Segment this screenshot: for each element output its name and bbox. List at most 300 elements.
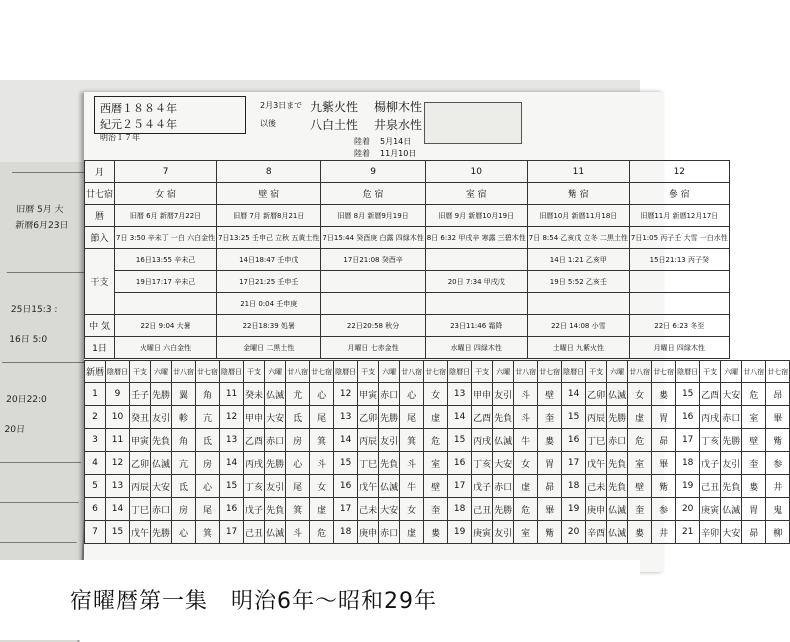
day-cell: 房 xyxy=(172,498,196,521)
day-cell: 14 xyxy=(220,452,244,475)
day-cell: 乙酉 xyxy=(472,406,493,429)
day-cell: 17 xyxy=(676,429,700,452)
month-date-cell: 旧暦 9月 新暦10月19日 xyxy=(425,205,527,227)
day-cell: 赤口 xyxy=(721,406,742,429)
back-page-text: 16日 5:0 xyxy=(8,335,48,345)
day-cell: 井 xyxy=(652,521,676,544)
day-cell: 心 xyxy=(400,383,424,406)
column-header-cell: 干支 xyxy=(244,361,265,383)
column-header-cell: 六曜 xyxy=(151,361,172,383)
weekday-cell: 月曜日 四緑木性 xyxy=(629,337,729,359)
day-cell: 14 xyxy=(448,406,472,429)
event-cell xyxy=(629,293,729,315)
event-cell: 17日21:25 壬申壬 xyxy=(217,271,321,293)
day-cell: 18 xyxy=(562,475,586,498)
table-row xyxy=(85,383,790,406)
day-cell: 箕 xyxy=(400,429,424,452)
caption-title: 宿曜暦第一集 明治6年～昭和29年 xyxy=(70,589,437,614)
day-cell: 壬子 xyxy=(130,383,151,406)
day-cell: 2 xyxy=(85,406,106,429)
day-cell: 16 xyxy=(562,429,586,452)
day-cell: 胃 xyxy=(742,498,766,521)
day-cell: 壁 xyxy=(538,383,562,406)
column-header-cell: 廿八宿 xyxy=(628,361,652,383)
day-cell: 甲申 xyxy=(244,406,265,429)
day-cell: 辛卯 xyxy=(700,521,721,544)
day-cell: 斗 xyxy=(400,452,424,475)
day-cell: 赤口 xyxy=(379,383,400,406)
until-star: 九紫火性 xyxy=(310,100,359,114)
day-cell: 斗 xyxy=(286,521,310,544)
day-cell: 乙酉 xyxy=(244,429,265,452)
column-header-cell: 陰暦日 xyxy=(562,361,586,383)
autumn-date: 11月10日 xyxy=(380,149,417,158)
day-cell: 箕 xyxy=(286,498,310,521)
day-cell: 戊午 xyxy=(586,452,607,475)
day-cell: 奎 xyxy=(424,498,448,521)
day-cell: 友引 xyxy=(493,383,514,406)
setsu-cell: 8日 6:32 甲戌辛 寒露 三碧木性 xyxy=(425,227,527,249)
month-header-table xyxy=(84,160,730,359)
day-cell: 壁 xyxy=(628,475,652,498)
day-cell: 婁 xyxy=(424,521,448,544)
day-cell: 参 xyxy=(652,498,676,521)
day-cell: 丁亥 xyxy=(700,429,721,452)
day-cell: 觜 xyxy=(652,475,676,498)
month-date-cell: 旧暦11月 新暦12月17日 xyxy=(629,205,729,227)
day-cell: 翼 xyxy=(172,383,196,406)
day-cell: 甲申 xyxy=(472,383,493,406)
day-cell: 15 xyxy=(334,452,358,475)
day-cell: 房 xyxy=(286,429,310,452)
table-row xyxy=(85,498,790,521)
day-cell: 辛酉 xyxy=(586,521,607,544)
day-cell: 先勝 xyxy=(721,429,742,452)
day-cell: 16 xyxy=(448,452,472,475)
day-cell: 大安 xyxy=(493,452,514,475)
setsu-cell: 7日13:25 壬申己 立秋 五黄土性 xyxy=(217,227,321,249)
day-cell: 虚 xyxy=(628,406,652,429)
day-cell: 友引 xyxy=(493,521,514,544)
day-cell: 虚 xyxy=(514,475,538,498)
day-cell: 友引 xyxy=(151,406,172,429)
day-cell: 仏滅 xyxy=(721,498,742,521)
setsu-cell: 7日 8:54 乙亥戊 立冬 二黒土性 xyxy=(527,227,629,249)
doyo-label-cell: 干支 xyxy=(85,249,115,315)
day-cell: 軫 xyxy=(172,406,196,429)
day-cell: 丁亥 xyxy=(472,452,493,475)
event-cell xyxy=(425,249,527,271)
day-header-cell: 新暦 xyxy=(85,361,106,383)
month-cell: 11 xyxy=(527,161,629,183)
month-kanji-cell: 室 宿 xyxy=(425,183,527,205)
day-cell: 12 xyxy=(334,383,358,406)
table-row xyxy=(85,521,790,544)
day-cell: 虚 xyxy=(424,406,448,429)
after-constellation: 井泉水性 xyxy=(374,118,423,132)
day-cell: 6 xyxy=(85,498,106,521)
weekday-cell: 火曜日 六白金性 xyxy=(115,337,217,359)
day-cell: 乙卯 xyxy=(130,452,151,475)
kigen-year: 紀元２５４４年 xyxy=(100,118,177,131)
day-cell: 先勝 xyxy=(265,452,286,475)
event-cell: 14日 1:21 乙亥甲 xyxy=(527,249,629,271)
day-cell: 胃 xyxy=(652,406,676,429)
spring-date: 5月14日 xyxy=(380,137,412,146)
day-cell: 7 xyxy=(85,521,106,544)
month-cell: 8 xyxy=(217,161,321,183)
column-header-cell: 廿八宿 xyxy=(172,361,196,383)
table-row xyxy=(85,429,790,452)
event-cell: 15日21:13 丙子癸 xyxy=(629,249,729,271)
day-cell: 牛 xyxy=(514,429,538,452)
day-cell: 19 xyxy=(562,498,586,521)
day-cell: 女 xyxy=(628,383,652,406)
era-year: 明治１７年 xyxy=(100,133,140,142)
day-cell: 13 xyxy=(106,475,130,498)
column-header-cell: 陰暦日 xyxy=(106,361,130,383)
day-cell: 19 xyxy=(676,475,700,498)
day-cell: 17 xyxy=(220,521,244,544)
day-cell: 危 xyxy=(628,429,652,452)
chuki-label-cell: 中 気 xyxy=(85,315,115,337)
chuki-cell: 22日20:58 秋分 xyxy=(321,315,425,337)
event-cell xyxy=(321,271,425,293)
day-cell: 丙戌 xyxy=(700,406,721,429)
chuki-cell: 22日 6:23 冬至 xyxy=(629,315,729,337)
day-cell: 赤口 xyxy=(151,498,172,521)
column-header-cell: 陰暦日 xyxy=(334,361,358,383)
day-cell: 危 xyxy=(310,521,334,544)
day-cell: 16 xyxy=(220,498,244,521)
day-cell: 10 xyxy=(106,406,130,429)
weekday-cell: 月曜日 七赤金性 xyxy=(321,337,425,359)
column-header-cell: 廿八宿 xyxy=(514,361,538,383)
event-cell: 19日 5:52 乙亥壬 xyxy=(527,271,629,293)
month-cell: 12 xyxy=(629,161,729,183)
month-kanji-cell: 觜 宿 xyxy=(527,183,629,205)
column-header-cell: 干支 xyxy=(700,361,721,383)
day-cell: 仏滅 xyxy=(265,521,286,544)
column-header-cell: 廿七宿 xyxy=(766,361,790,383)
day-cell: 昴 xyxy=(742,521,766,544)
event-cell xyxy=(425,293,527,315)
setsu-cell: 7日1:05 丙子壬 大雪 一白水性 xyxy=(629,227,729,249)
table-row xyxy=(85,475,790,498)
day-cell: 丁巳 xyxy=(586,429,607,452)
day-cell: 乙卯 xyxy=(358,406,379,429)
day-cell: 婁 xyxy=(652,383,676,406)
column-header-cell: 六曜 xyxy=(721,361,742,383)
autumn-label: 陸着 xyxy=(354,149,370,158)
calendar-page xyxy=(84,92,789,572)
day-cell: 心 xyxy=(310,383,334,406)
column-header-cell: 廿八宿 xyxy=(742,361,766,383)
day-cell: 先負 xyxy=(607,452,628,475)
day-cell: 12 xyxy=(220,406,244,429)
day-cell: 丙戌 xyxy=(472,429,493,452)
day-cell: 11 xyxy=(106,429,130,452)
day-cell: 仏滅 xyxy=(493,429,514,452)
weekday-cell: 金曜日 二黒土性 xyxy=(217,337,321,359)
chuki-cell: 22日18:39 処暑 xyxy=(217,315,321,337)
day-cell: 亢 xyxy=(196,406,220,429)
day-cell: 14 xyxy=(106,498,130,521)
weekday-cell: 水曜日 四緑木性 xyxy=(425,337,527,359)
month-kanji-cell: 女 宿 xyxy=(115,183,217,205)
day-cell: 先勝 xyxy=(151,383,172,406)
day-cell: 16 xyxy=(334,475,358,498)
column-header-cell: 六曜 xyxy=(379,361,400,383)
month-cell: 9 xyxy=(321,161,425,183)
day-cell: 戊子 xyxy=(244,498,265,521)
lodging-label-cell: 廿七宿 xyxy=(85,183,115,205)
event-cell xyxy=(629,271,729,293)
day-cell: 17 xyxy=(334,498,358,521)
day-cell: 5 xyxy=(85,475,106,498)
day-cell: 16 xyxy=(676,406,700,429)
day-cell: 己未 xyxy=(586,475,607,498)
day-cell: 丁巳 xyxy=(130,498,151,521)
month-date-cell: 旧暦 7月 新暦8月21日 xyxy=(217,205,321,227)
day-cell: 12 xyxy=(106,452,130,475)
column-header-cell: 干支 xyxy=(130,361,151,383)
day-cell: 鬼 xyxy=(766,498,790,521)
daily-table xyxy=(84,360,790,544)
day-cell: 己未 xyxy=(358,498,379,521)
day-cell: 甲寅 xyxy=(130,429,151,452)
day-cell: 乙酉 xyxy=(700,383,721,406)
day-cell: 己丑 xyxy=(244,521,265,544)
day-cell: 友引 xyxy=(721,452,742,475)
day-cell: 胃 xyxy=(538,452,562,475)
day-cell: 大安 xyxy=(265,406,286,429)
table-row xyxy=(85,452,790,475)
after-label: 以後 xyxy=(260,119,276,128)
day-cell: 先勝 xyxy=(493,498,514,521)
event-cell: 17日21:08 癸酉辛 xyxy=(321,249,425,271)
event-cell xyxy=(321,293,425,315)
day-cell: 危 xyxy=(514,498,538,521)
day-cell: 17 xyxy=(562,452,586,475)
day-cell: 9 xyxy=(106,383,130,406)
day-cell: 女 xyxy=(514,452,538,475)
day-cell: 丙辰 xyxy=(358,429,379,452)
day-cell: 先勝 xyxy=(607,406,628,429)
day-cell: 15 xyxy=(448,429,472,452)
day-cell: 心 xyxy=(196,475,220,498)
weekday-label-cell: 1日 xyxy=(85,337,115,359)
day-cell: 20 xyxy=(562,521,586,544)
day-cell: 仏滅 xyxy=(151,452,172,475)
column-header-cell: 廿八宿 xyxy=(286,361,310,383)
month-kanji-cell: 參 宿 xyxy=(629,183,729,205)
day-cell: 友引 xyxy=(379,429,400,452)
day-cell: 15 xyxy=(562,406,586,429)
day-cell: 斗 xyxy=(514,406,538,429)
column-header-cell: 陰暦日 xyxy=(676,361,700,383)
day-cell: 觜 xyxy=(538,521,562,544)
month-date-cell: 旧暦 8月 新暦9月19日 xyxy=(321,205,425,227)
day-cell: 柳 xyxy=(766,521,790,544)
day-cell: 庚寅 xyxy=(472,521,493,544)
month-kanji-cell: 壁 宿 xyxy=(217,183,321,205)
column-header-cell: 廿七宿 xyxy=(196,361,220,383)
day-cell: 仏滅 xyxy=(607,521,628,544)
back-page-text: 旧暦 5月 大 xyxy=(15,205,64,215)
day-cell: 14 xyxy=(334,429,358,452)
day-cell: 婁 xyxy=(742,475,766,498)
day-cell: 先勝 xyxy=(379,406,400,429)
day-cell: 21 xyxy=(676,521,700,544)
day-cell: 斗 xyxy=(310,452,334,475)
day-cell: 戊午 xyxy=(358,475,379,498)
weekday-cell: 土曜日 九紫火性 xyxy=(527,337,629,359)
day-cell: 昂 xyxy=(766,383,790,406)
back-page-text: 新暦6月23日 xyxy=(14,221,69,231)
day-cell: 庚申 xyxy=(358,521,379,544)
day-cell: 虚 xyxy=(400,521,424,544)
day-cell: 虚 xyxy=(310,498,334,521)
day-cell: 畢 xyxy=(766,406,790,429)
day-cell: 婁 xyxy=(628,521,652,544)
column-header-cell: 廿七宿 xyxy=(652,361,676,383)
event-cell: 16日13:55 辛未己 xyxy=(115,249,217,271)
day-cell: 先負 xyxy=(721,475,742,498)
month-cell: 10 xyxy=(425,161,527,183)
day-cell: 乙卯 xyxy=(586,383,607,406)
day-cell: 癸未 xyxy=(244,383,265,406)
chuki-cell: 23日11:46 霜降 xyxy=(425,315,527,337)
day-cell: 氐 xyxy=(286,406,310,429)
month-cell: 7 xyxy=(115,161,217,183)
event-cell: 14日18:47 壬申戊 xyxy=(217,249,321,271)
day-cell: 戊午 xyxy=(130,521,151,544)
day-cell: 房 xyxy=(196,452,220,475)
day-cell: 壁 xyxy=(742,429,766,452)
day-cell: 婁 xyxy=(538,429,562,452)
chuki-cell: 22日 14:08 小雪 xyxy=(527,315,629,337)
after-star: 八白土性 xyxy=(310,118,359,132)
day-cell: 庚寅 xyxy=(700,498,721,521)
day-cell: 先負 xyxy=(151,429,172,452)
column-header-cell: 陰暦日 xyxy=(220,361,244,383)
day-cell: 危 xyxy=(424,429,448,452)
month-date-cell: 旧暦 6月 新暦7月22日 xyxy=(115,205,217,227)
day-cell: 尾 xyxy=(310,406,334,429)
day-cell: 庚申 xyxy=(586,498,607,521)
day-cell: 仏滅 xyxy=(265,383,286,406)
day-cell: 19 xyxy=(448,521,472,544)
day-cell: 先負 xyxy=(265,498,286,521)
day-cell: 仏滅 xyxy=(379,475,400,498)
day-cell: 友引 xyxy=(265,475,286,498)
day-cell: 赤口 xyxy=(379,521,400,544)
column-header-cell: 干支 xyxy=(358,361,379,383)
day-cell: 畢 xyxy=(538,498,562,521)
day-cell: 11 xyxy=(220,383,244,406)
day-cell: 壁 xyxy=(424,475,448,498)
column-header-cell: 六曜 xyxy=(265,361,286,383)
day-cell: 13 xyxy=(448,383,472,406)
day-cell: 13 xyxy=(334,406,358,429)
day-cell: 丙戌 xyxy=(244,452,265,475)
day-cell: 甲寅 xyxy=(358,383,379,406)
day-cell: 先負 xyxy=(607,475,628,498)
day-cell: 先負 xyxy=(493,406,514,429)
day-cell: 牛 xyxy=(400,475,424,498)
day-cell: 丁巳 xyxy=(358,452,379,475)
day-cell: 觜 xyxy=(766,429,790,452)
day-cell: 室 xyxy=(742,406,766,429)
column-header-cell: 廿七宿 xyxy=(424,361,448,383)
event-cell: 19日17:17 辛未己 xyxy=(115,271,217,293)
back-page-text: 20日 xyxy=(4,425,26,435)
day-cell: 己丑 xyxy=(472,498,493,521)
until-label: 2月3日まで xyxy=(260,101,303,110)
day-cell: 尤 xyxy=(286,383,310,406)
day-cell: 昴 xyxy=(538,475,562,498)
day-cell: 18 xyxy=(676,452,700,475)
day-cell: 氐 xyxy=(196,429,220,452)
day-cell: 先勝 xyxy=(151,521,172,544)
day-cell: 18 xyxy=(334,521,358,544)
day-cell: 女 xyxy=(310,475,334,498)
day-cell: 亢 xyxy=(172,452,196,475)
day-cell: 角 xyxy=(196,383,220,406)
day-cell: 大安 xyxy=(379,498,400,521)
stamp-box xyxy=(424,102,522,144)
day-cell: 赤口 xyxy=(265,429,286,452)
caption-bar xyxy=(0,560,640,640)
setsu-cell: 7日15:44 癸酉庚 白露 四緑木性 xyxy=(321,227,425,249)
until-constellation: 楊柳木性 xyxy=(374,100,423,114)
spring-label: 陸着 xyxy=(354,137,370,146)
column-header-cell: 六曜 xyxy=(607,361,628,383)
day-cell: 戊子 xyxy=(472,475,493,498)
day-cell: 4 xyxy=(85,452,106,475)
day-cell: 室 xyxy=(628,452,652,475)
event-cell: 21日 0:04 壬申庚 xyxy=(217,293,321,315)
day-cell: 女 xyxy=(424,383,448,406)
day-cell: 大安 xyxy=(721,383,742,406)
day-cell: 心 xyxy=(286,452,310,475)
event-cell: 20日 7:34 甲戌戊 xyxy=(425,271,527,293)
day-cell: 仏滅 xyxy=(607,383,628,406)
day-cell: 17 xyxy=(448,475,472,498)
day-cell: 箕 xyxy=(196,521,220,544)
day-cell: 危 xyxy=(742,383,766,406)
column-header-cell: 廿八宿 xyxy=(400,361,424,383)
back-page-text: 20日22:0 xyxy=(5,395,48,405)
setsu-cell: 7日 3:50 辛未丁 一白 六白金性 xyxy=(115,227,217,249)
day-cell: 尾 xyxy=(400,406,424,429)
day-cell: 己丑 xyxy=(700,475,721,498)
month-date-cell: 旧暦10月 新暦11月18日 xyxy=(527,205,629,227)
setsu-label-cell: 節入 xyxy=(85,227,115,249)
event-cell xyxy=(527,293,629,315)
day-cell: 氐 xyxy=(172,475,196,498)
event-cell xyxy=(115,293,217,315)
day-cell: 室 xyxy=(424,452,448,475)
day-cell: 箕 xyxy=(310,429,334,452)
column-header-cell: 六曜 xyxy=(493,361,514,383)
day-cell: 丁亥 xyxy=(244,475,265,498)
column-header-cell: 廿七宿 xyxy=(538,361,562,383)
day-cell: 奎 xyxy=(628,498,652,521)
month-label-cell: 月 xyxy=(85,161,115,183)
column-header-cell: 陰暦日 xyxy=(448,361,472,383)
